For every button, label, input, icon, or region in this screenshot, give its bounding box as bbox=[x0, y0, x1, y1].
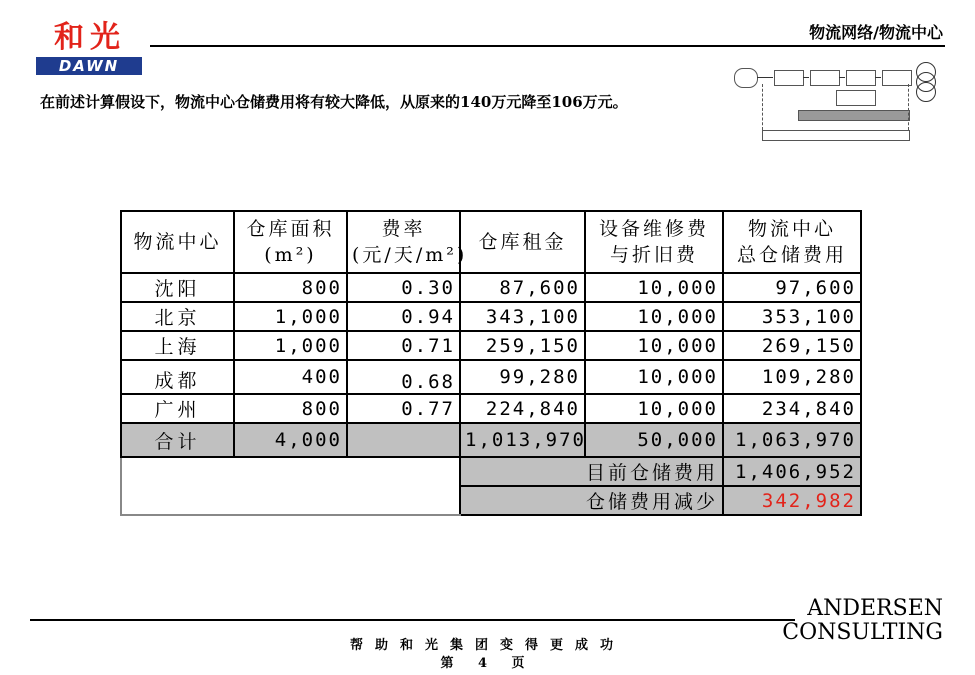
diagram-node bbox=[810, 70, 840, 86]
total-rent-cell: 1,013,970 bbox=[460, 423, 585, 457]
total-cost-cell: 353,100 bbox=[723, 302, 861, 331]
diagram-arrow bbox=[803, 77, 809, 78]
rate-cell: 0.68 bbox=[347, 360, 460, 394]
header-rent: 仓库租金 bbox=[460, 211, 585, 273]
header-total-cost: 物流中心 总仓储费用 bbox=[723, 211, 861, 273]
current-cost-label: 目前仓储费用 bbox=[460, 457, 723, 486]
header-maintenance: 设备维修费 与折旧费 bbox=[585, 211, 723, 273]
table-row bbox=[121, 394, 861, 423]
rent-cell: 99,280 bbox=[460, 360, 585, 394]
table-row bbox=[121, 302, 861, 331]
area-cell: 400 bbox=[234, 360, 347, 394]
current-cost-value: 1,406,952 bbox=[723, 457, 861, 486]
diagram-arrow bbox=[875, 77, 881, 78]
footer-slogan: 帮助和光集团变得更成功 bbox=[349, 638, 625, 653]
intro-text: 在前述计算假设下，物流中心仓储费用将有较大降低，从原来的140万元降至106万元。 bbox=[40, 93, 628, 111]
diagram-dashed-line bbox=[908, 84, 909, 130]
area-cell: 800 bbox=[234, 394, 347, 423]
rent-cell: 87,600 bbox=[460, 273, 585, 302]
rent-cell: 259,150 bbox=[460, 331, 585, 360]
area-cell: 800 bbox=[234, 273, 347, 302]
grand-total-cell: 1,063,970 bbox=[723, 423, 861, 457]
diagram-node bbox=[774, 70, 804, 86]
consultancy-line1: ANDERSEN bbox=[807, 596, 943, 621]
table-row bbox=[121, 331, 861, 360]
total-rate-cell bbox=[347, 423, 460, 457]
city-cell: 北京 bbox=[121, 302, 234, 331]
city-cell: 广州 bbox=[121, 394, 234, 423]
process-diagram-thumbnail bbox=[732, 60, 942, 150]
total-maintenance-cell: 50,000 bbox=[585, 423, 723, 457]
page-number: 第 4 页 bbox=[440, 656, 535, 671]
footer-divider bbox=[30, 619, 795, 621]
andersen-consulting-logo bbox=[782, 597, 943, 645]
rate-cell: 0.94 bbox=[347, 302, 460, 331]
maintenance-cell: 10,000 bbox=[585, 331, 723, 360]
diagram-node bbox=[734, 68, 758, 88]
area-cell: 1,000 bbox=[234, 302, 347, 331]
total-cost-cell: 109,280 bbox=[723, 360, 861, 394]
logo-chinese-text: 和光 bbox=[54, 20, 126, 55]
section-title: 物流网络/物流中心 bbox=[809, 23, 943, 42]
diagram-arrow bbox=[839, 77, 845, 78]
header-rate: 费率 (元/天/m²) bbox=[347, 211, 460, 273]
area-cell: 1,000 bbox=[234, 331, 347, 360]
current-cost-row bbox=[121, 457, 861, 486]
table-row bbox=[121, 360, 861, 394]
total-area-cell: 4,000 bbox=[234, 423, 347, 457]
city-cell: 上海 bbox=[121, 331, 234, 360]
total-cost-cell: 234,840 bbox=[723, 394, 861, 423]
blank-cell bbox=[121, 457, 460, 515]
table-row bbox=[121, 273, 861, 302]
rent-cell: 343,100 bbox=[460, 302, 585, 331]
city-cell: 沈阳 bbox=[121, 273, 234, 302]
rate-cell: 0.71 bbox=[347, 331, 460, 360]
total-label: 合计 bbox=[121, 423, 234, 457]
header-area: 仓库面积 (m²) bbox=[234, 211, 347, 273]
diagram-node bbox=[846, 70, 876, 86]
diagram-dashed-line bbox=[762, 84, 763, 130]
consultancy-line2: CONSULTING bbox=[782, 620, 943, 645]
header-center: 物流中心 bbox=[121, 211, 234, 273]
header-divider bbox=[150, 45, 945, 47]
city-cell: 成都 bbox=[121, 360, 234, 394]
rent-cell: 224,840 bbox=[460, 394, 585, 423]
diagram-circle bbox=[916, 82, 936, 102]
diagram-node bbox=[836, 90, 876, 106]
table-header-row bbox=[121, 211, 861, 273]
maintenance-cell: 10,000 bbox=[585, 273, 723, 302]
diagram-bar bbox=[798, 110, 910, 121]
diagram-arrow bbox=[757, 77, 773, 78]
rate-cell: 0.77 bbox=[347, 394, 460, 423]
diagram-bar bbox=[762, 130, 910, 141]
maintenance-cell: 10,000 bbox=[585, 360, 723, 394]
reduction-value: 342,982 bbox=[723, 486, 861, 515]
total-cost-cell: 269,150 bbox=[723, 331, 861, 360]
total-cost-cell: 97,600 bbox=[723, 273, 861, 302]
logo-english-text: DAWN bbox=[36, 57, 142, 75]
table-total-row bbox=[121, 423, 861, 457]
maintenance-cell: 10,000 bbox=[585, 394, 723, 423]
dawn-logo bbox=[34, 22, 146, 78]
maintenance-cell: 10,000 bbox=[585, 302, 723, 331]
reduction-label: 仓储费用减少 bbox=[460, 486, 723, 515]
storage-cost-table bbox=[120, 210, 862, 516]
rate-cell: 0.30 bbox=[347, 273, 460, 302]
